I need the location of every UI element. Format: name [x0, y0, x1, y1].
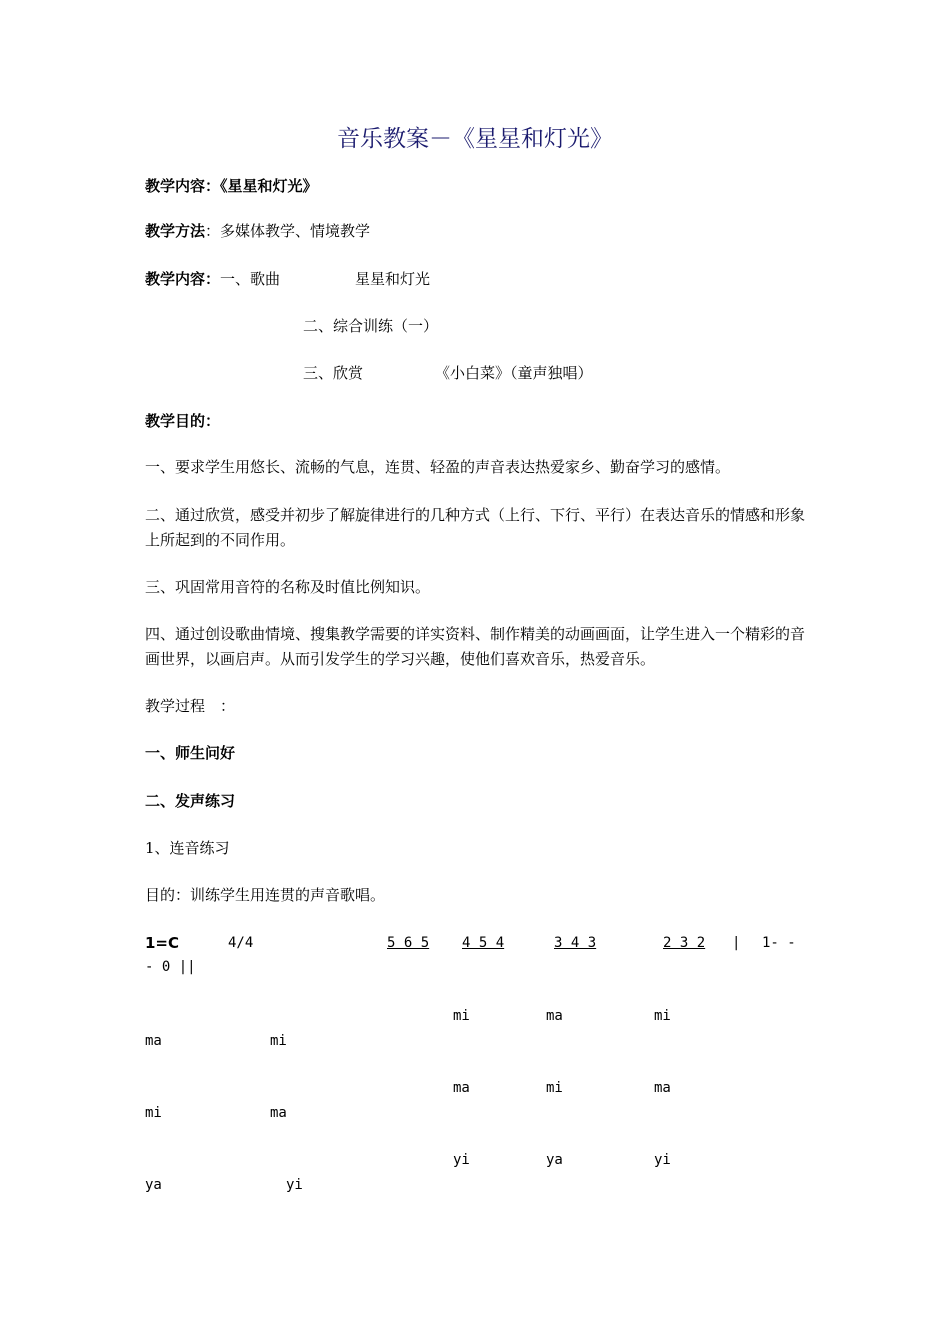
notation-group-4: 2 3 2 — [663, 935, 706, 951]
goal-2: 二、通过欣赏，感受并初步了解旋律进行的几种方式（上行、下行、平行）在表达音乐的情感和形象上所起到的不同作用。 — [145, 506, 806, 549]
content-line — [145, 175, 318, 197]
notation-group-2: 4 5 4 — [462, 935, 505, 951]
step-1: 一、师生问好 — [145, 744, 236, 762]
notation-group-3: 3 4 3 — [554, 935, 597, 951]
syllable: mi — [546, 1080, 563, 1096]
syllable: yi — [654, 1152, 671, 1168]
goal-3: 三、巩固常用音符的名称及时值比例知识。 — [145, 578, 431, 596]
contents-item-2: 二、综合训练（一） — [303, 317, 439, 335]
goal-1: 一、要求学生用悠长、流畅的气息，连贯、轻盈的声音表达热爱家乡、勤奋学习的感情。 — [145, 458, 731, 476]
syllable: mi — [145, 1105, 162, 1121]
notation-end-2: - 0 || — [145, 959, 196, 975]
syllable: mi — [270, 1033, 287, 1049]
syllable: ma — [546, 1008, 563, 1024]
notation-end-1: 1- - — [762, 935, 796, 951]
sub-step-1: 1、连音练习 — [145, 839, 230, 857]
contents-label: 教学内容： — [145, 270, 221, 288]
notation-barline: | — [732, 935, 741, 951]
syllable: ya — [145, 1177, 162, 1193]
process-heading: 教学过程 ： — [145, 697, 236, 715]
step-2: 二、发声练习 — [145, 792, 236, 810]
syllable: yi — [453, 1152, 470, 1168]
method-line — [145, 220, 370, 242]
syllable: ma — [453, 1080, 470, 1096]
page-title: 音乐教案－《星星和灯光》 — [337, 126, 613, 152]
syllable: ma — [654, 1080, 671, 1096]
syllable: ma — [145, 1033, 162, 1049]
contents-line-1 — [145, 268, 280, 290]
notation-group-1: 5 6 5 — [387, 935, 430, 951]
syllable: mi — [654, 1008, 671, 1024]
contents-item-1-value: 星星和灯光 — [355, 270, 431, 288]
notation-meter: 4/4 — [228, 935, 254, 951]
goals-heading: 教学目的： — [145, 412, 221, 430]
syllable: ma — [270, 1105, 287, 1121]
syllable: mi — [453, 1008, 470, 1024]
contents-item-3: 三、欣赏 — [303, 364, 364, 382]
syllable: ya — [546, 1152, 563, 1168]
notation-key: 1=C — [145, 934, 180, 952]
content-value: 《星星和灯光》 — [220, 177, 318, 195]
method-label: 教学方法 — [145, 222, 206, 240]
method-value: ：多媒体教学、情境教学 — [205, 222, 371, 240]
contents-item-1: 一、歌曲 — [220, 270, 281, 288]
purpose-line: 目的：训练学生用连贯的声音歌唱。 — [145, 886, 386, 904]
goal-4: 四、通过创设歌曲情境、搜集教学需要的详实资料、制作精美的动画画面，让学生进入一个精彩的音画世界，以画启声。从而引发学生的学习兴趣，使他们喜欢音乐，热爱音乐。 — [145, 625, 806, 668]
contents-item-3-value: 《小白菜》（童声独唱） — [435, 364, 593, 382]
syllable: yi — [286, 1177, 303, 1193]
content-label: 教学内容： — [145, 177, 221, 195]
